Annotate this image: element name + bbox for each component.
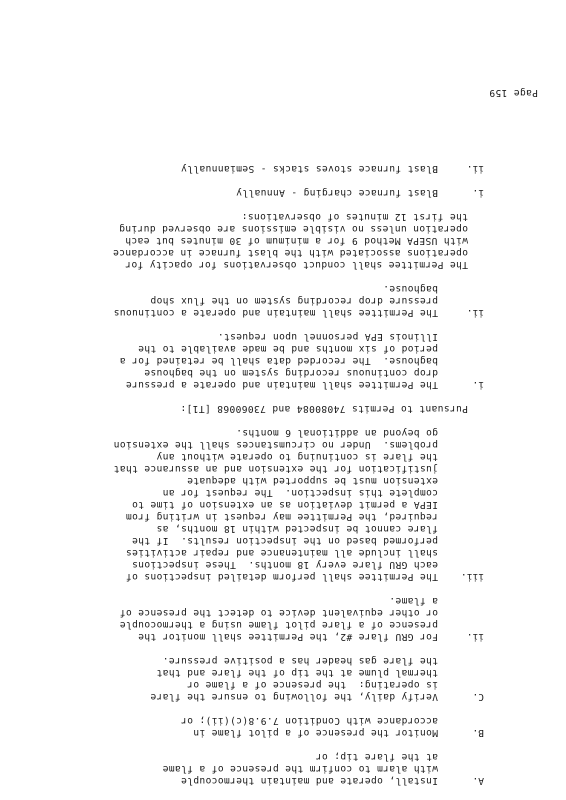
text-line: The Permittee shall maintain and operate a pressure — [125, 379, 438, 390]
text-line: shall include all maintenance and repair activities — [125, 547, 438, 558]
text-line: go beyond an additional 6 months. — [235, 427, 438, 438]
item-label: iii. — [460, 571, 484, 582]
text-line: performed based on the inspection results. If the — [131, 535, 438, 546]
item-label: ii. — [466, 307, 484, 318]
text-line: The Permittee shall maintain and operate a continuous — [113, 307, 438, 318]
page-label: Page 159 — [488, 87, 538, 98]
item-label: C. — [472, 691, 484, 702]
text-line: Install, operate and maintain thermocouple — [180, 775, 438, 786]
text-line: IEPA a permit deviation as an extension of time to — [131, 499, 438, 510]
text-line: pressure drop recording system on the flux shop — [150, 295, 438, 306]
text-line: extension must be supported with adequate — [186, 475, 438, 486]
text-line: Blast furnace stoves stacks - Semiannually — [180, 163, 438, 174]
text-line: or other equivalent device to detect the presence of — [119, 607, 438, 618]
item-label: ii. — [466, 631, 484, 642]
text-line: with alarm to confirm the presence of a flame — [162, 763, 438, 774]
text-line: presence of a flare pilot flame using a thermocouple — [119, 619, 438, 630]
text-line: the flare gas header has a positive pressure. — [162, 655, 438, 666]
text-line: The Permittee shall conduct observations for opacity for — [124, 259, 468, 270]
text-line: baghouse. The recorded data shall be retained for a — [119, 355, 438, 366]
text-line: the flare is continuing to operate without any — [156, 451, 438, 462]
text-line: at the flare tip; or — [315, 751, 438, 762]
text-line: Monitor the presence of a pilot flame in — [192, 727, 438, 738]
text-line: justification for the extension and an assurance that — [113, 463, 438, 474]
text-line: thermal plume at the tip of the flare and that — [156, 667, 438, 678]
text-line: required, the Permittee may request in writing from — [125, 511, 438, 522]
text-line: period of six months and be made available to the — [137, 343, 438, 354]
text-line: is operating: the presence of a flame or — [186, 679, 438, 690]
text-line: each GRU flare every 18 months. These inspections — [131, 559, 438, 570]
text-line: operations associated with the blast furnace in accordance — [112, 247, 468, 258]
text-line: The Permittee shall perform detailed inspections of — [125, 571, 438, 582]
text-line: a flame. — [388, 595, 438, 606]
text-line: with USEPA Method 9 for a minimum of 30 minutes but each — [124, 235, 468, 246]
text-line: operation unless no visible emissions are observed during — [118, 223, 468, 234]
item-label: B. — [472, 727, 484, 738]
item-label: i. — [472, 187, 484, 198]
item-label: ii. — [466, 163, 484, 174]
text-line: Blast furnace charging - Annually — [235, 187, 438, 198]
text-line: complete this inspection. The request for an — [162, 487, 438, 498]
item-label: A. — [472, 775, 484, 786]
text-line: Verify daily, the following to ensure the flare — [150, 691, 438, 702]
text-line: Pursuant to Permits 74080084 and 73060068 [T1]: — [180, 403, 468, 414]
text-line: For GRU flare #2, the Permittee shall monitor the — [137, 631, 438, 642]
text-line: problems. Under no circumstances shall the extension — [113, 439, 438, 450]
text-line: accordance with Condition 7.9.8(c)(ii); or — [180, 715, 438, 726]
text-line: Illinois EPA personnel upon request. — [217, 331, 438, 342]
text-line: drop continuous recording system on the baghouse — [143, 367, 438, 378]
text-line: flare cannot be inspected within 18 months, as — [156, 523, 438, 534]
text-line: baghouse. — [382, 283, 438, 294]
item-label: i. — [472, 379, 484, 390]
text-line: the first 12 minutes of observations: — [241, 211, 468, 222]
